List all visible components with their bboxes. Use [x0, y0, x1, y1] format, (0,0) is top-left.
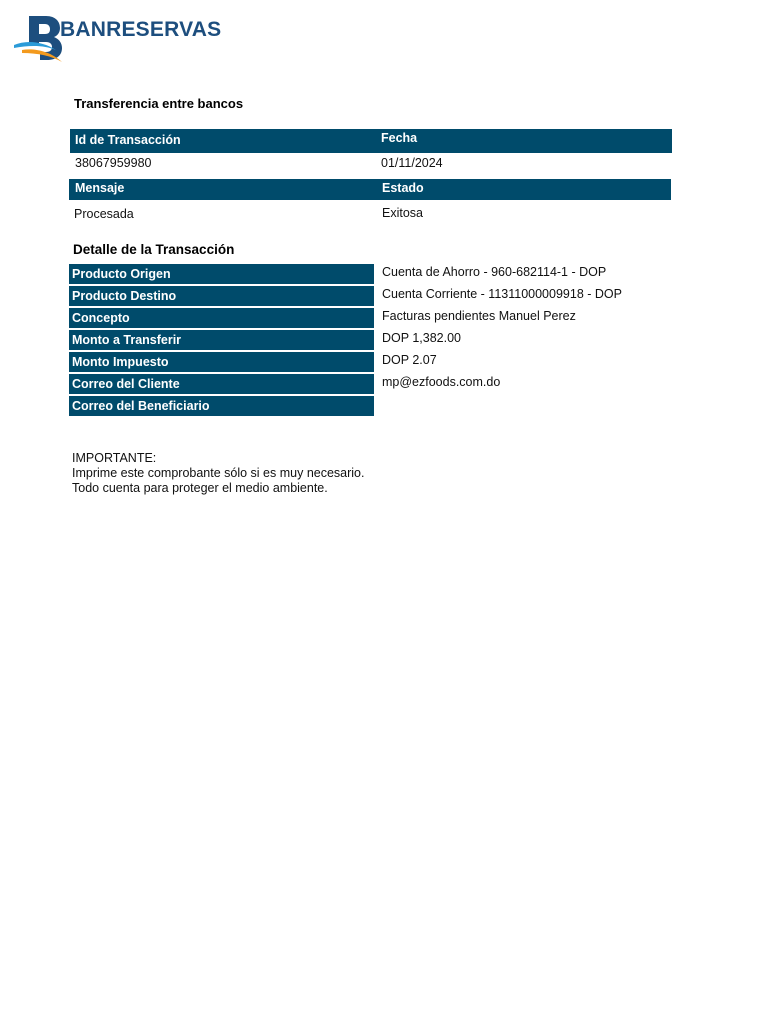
detail-label-destination: Producto Destino: [69, 286, 374, 306]
label-date: Fecha: [381, 131, 418, 145]
summary-header-row-2: [69, 179, 671, 200]
details-title: Detalle de la Transacción: [73, 242, 235, 257]
value-message: Procesada: [74, 207, 134, 221]
value-date: 01/11/2024: [381, 156, 443, 170]
detail-value-concept: Facturas pendientes Manuel Perez: [382, 309, 576, 323]
page-title: Transferencia entre bancos: [74, 96, 244, 111]
label-message: Mensaje: [75, 181, 125, 195]
value-status: Exitosa: [382, 206, 423, 220]
detail-value-destination: Cuenta Corriente - 11311000009918 - DOP: [382, 287, 622, 301]
detail-label-tax: Monto Impuesto: [69, 352, 374, 372]
detail-value-client-email: mp@ezfoods.com.do: [382, 375, 501, 389]
detail-label-concept: Concepto: [69, 308, 374, 328]
important-note: [72, 451, 365, 496]
summary-header-row-1: [70, 129, 672, 153]
label-transaction-id: Id de Transacción: [75, 133, 181, 147]
detail-label-origin: Producto Origen: [69, 264, 374, 284]
detail-label-amount: Monto a Transferir: [69, 330, 374, 350]
note-heading: IMPORTANTE:: [72, 451, 157, 465]
detail-value-amount: DOP 1,382.00: [382, 331, 461, 345]
value-transaction-id: 38067959980: [75, 156, 152, 170]
detail-label-client-email: Correo del Cliente: [69, 374, 374, 394]
detail-label-beneficiary-email: Correo del Beneficiario: [69, 396, 374, 416]
detail-value-tax: DOP 2.07: [382, 353, 437, 367]
note-line-1: Imprime este comprobante sólo si es muy necesario.: [72, 466, 365, 480]
brand-name: BANRESERVAS: [60, 18, 222, 41]
note-line-2: Todo cuenta para proteger el medio ambiente.: [72, 481, 328, 495]
detail-value-origin: Cuenta de Ahorro - 960-682114-1 - DOP: [382, 265, 607, 279]
label-status: Estado: [382, 181, 424, 195]
